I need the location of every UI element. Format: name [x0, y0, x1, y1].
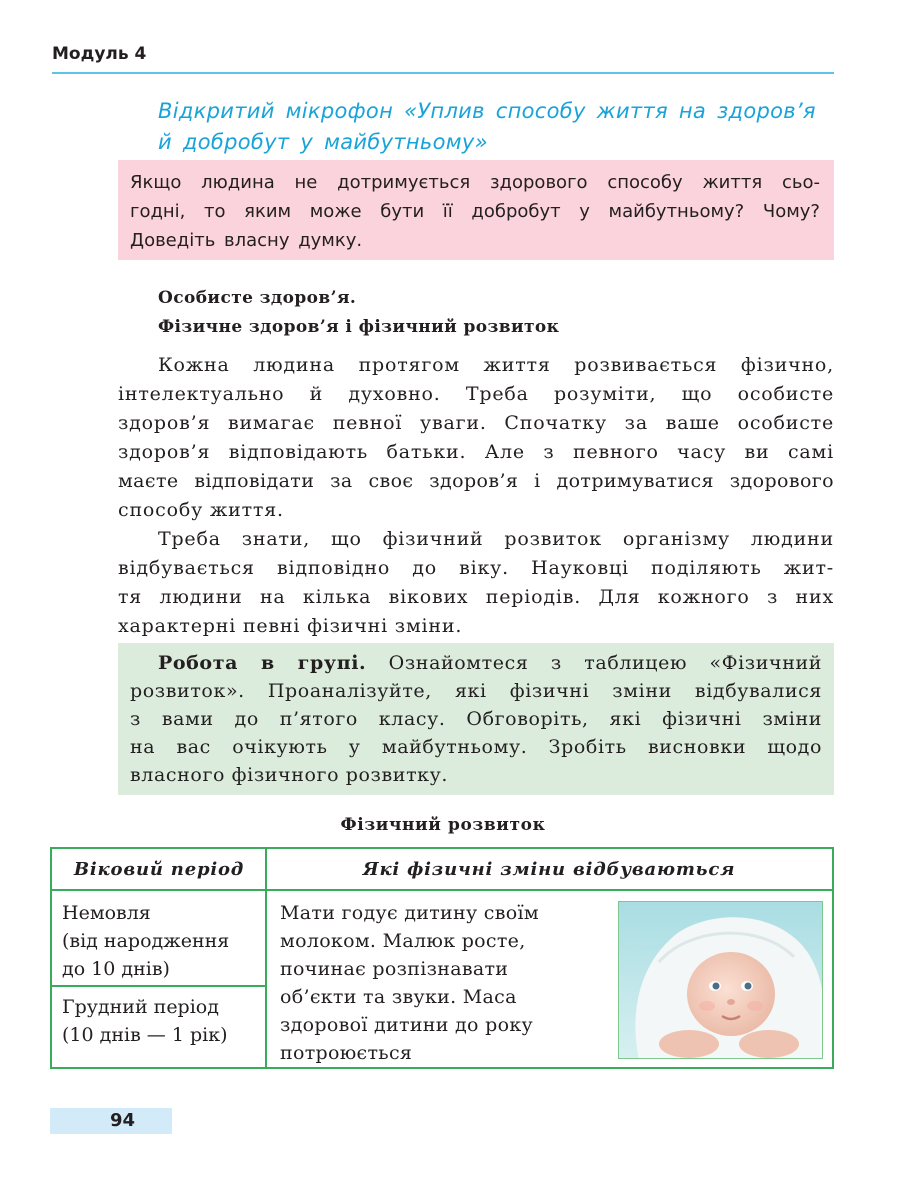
section-heading-line: Особисте здоров’я.: [158, 288, 357, 308]
cell-line: до 10 днів): [62, 958, 170, 980]
table-header-period: Віковий період: [73, 859, 245, 880]
open-mic-title-line: й добробут у майбутньому»: [158, 130, 488, 154]
section-heading: [158, 284, 559, 342]
section-heading-line: Фізичне здоров’я і фізичний розвиток: [158, 317, 560, 337]
table-cell-changes: [280, 899, 590, 1067]
cell-line: молоком. Малюк росте,: [280, 930, 526, 952]
table-divider: [52, 889, 832, 891]
cell-line: (від народження: [62, 930, 230, 952]
paragraph-line: здоров’я вимагає певної уваги. Спочатку за ваше особисте: [118, 412, 834, 434]
paragraph-line: характерні певні фізичні зміни.: [118, 615, 463, 637]
open-mic-title-line: Відкритий мікрофон «Уплив способу життя на здоров’я: [158, 99, 816, 123]
paragraph-line: маєте відповідати за своє здоров’я і дотримуватися здорового: [118, 470, 834, 492]
cell-line: здорової дитини до року: [280, 1014, 533, 1036]
question-line: Доведіть власну думку.: [130, 230, 363, 251]
open-mic-title: [158, 96, 838, 158]
group-work-line: розвиток». Проаналізуйте, які фізичні зміни відбувалися: [130, 680, 822, 702]
paragraph-line: інтелектуально й духовно. Треба розуміти, що особисте: [118, 383, 834, 405]
paragraph-line: Кожна людина протягом життя розвивається фізично,: [158, 354, 834, 376]
question-box: [118, 160, 834, 260]
module-label: Модуль 4: [52, 44, 147, 64]
header-rule: [52, 72, 834, 74]
group-work-box: [118, 643, 834, 795]
paragraph: [118, 525, 834, 641]
cell-line: Немовля: [62, 902, 151, 924]
paragraph-line: відбувається відповідно до віку. Науковці поділяють жит-: [118, 557, 834, 579]
table-cell-period-newborn: [62, 899, 262, 983]
cell-line: об’єкти та звуки. Маса: [280, 986, 517, 1008]
paragraph-line: здоров’я відповідають батьки. Але з певного часу ви самі: [118, 441, 834, 463]
development-table: [50, 847, 834, 1069]
cell-line: (10 днів — 1 рік): [62, 1024, 228, 1046]
cell-line: потроюється: [280, 1042, 413, 1064]
group-work-text: Ознайомтеся з таблицею «Фізичний: [366, 652, 822, 674]
question-line: годні, то яким може бути її добробут у майбутньому? Чому?: [130, 201, 820, 222]
cell-line: Грудний період: [62, 996, 219, 1018]
group-work-line: [130, 649, 822, 677]
table-header-changes: Які фізичні зміни відбуваються: [362, 859, 736, 880]
table-divider: [52, 985, 265, 987]
cell-line: Мати годує дитину своїм: [280, 902, 539, 924]
group-work-label: Робота в групі.: [158, 652, 367, 674]
paragraph-line: Треба знати, що фізичний розвиток організму людини: [158, 528, 834, 550]
table-divider: [265, 849, 267, 1067]
group-work-line: власного фізичного розвитку.: [130, 764, 449, 786]
body-text: [118, 351, 834, 641]
question-line: Якщо людина не дотримується здорового способу життя сьо-: [130, 172, 820, 193]
table-caption: Фізичний розвиток: [340, 815, 546, 835]
page-number: 94: [110, 1110, 136, 1131]
paragraph: [118, 351, 834, 525]
group-work-line: на вас очікують у майбутньому. Зробіть висновки щодо: [130, 736, 822, 758]
group-work-line: з вами до п’ятого класу. Обговоріть, які фізичні зміни: [130, 708, 822, 730]
cell-line: починає розпізнавати: [280, 958, 509, 980]
table-cell-period-infant: [62, 993, 262, 1049]
baby-photo: [618, 901, 823, 1059]
paragraph-line: тя людини на кілька вікових періодів. Для кожного з них: [118, 586, 834, 608]
paragraph-line: способу життя.: [118, 499, 284, 521]
